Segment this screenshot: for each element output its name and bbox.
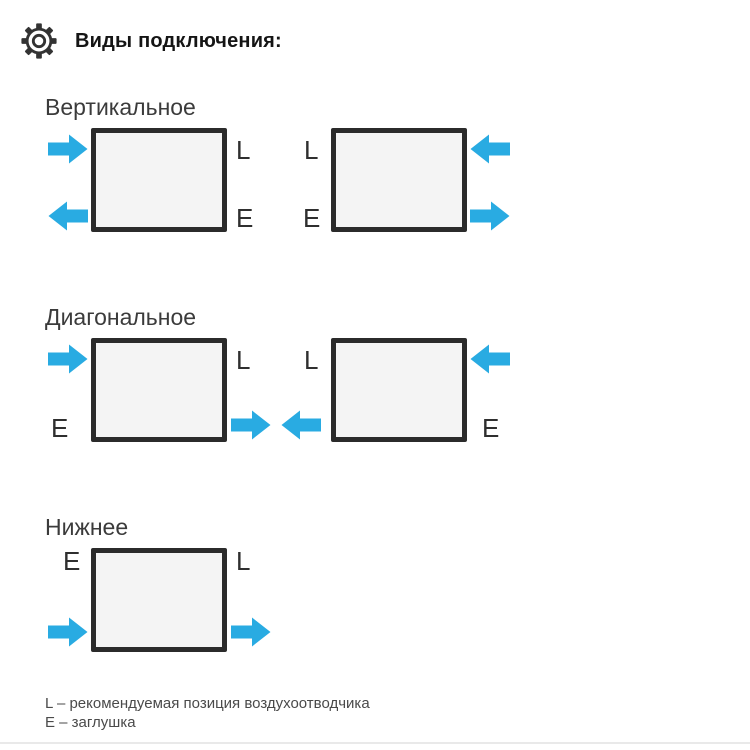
- flow-in-arrow: [470, 134, 510, 164]
- flow-in-arrow: [48, 617, 88, 647]
- gear-icon: [20, 22, 58, 60]
- radiator-box: [331, 128, 467, 232]
- flow-in-arrow: [470, 344, 510, 374]
- label-air-vent: L: [236, 546, 251, 576]
- radiator-box: [91, 338, 227, 442]
- legend-line-plug: E – заглушка: [45, 714, 136, 731]
- label-plug: E: [303, 203, 321, 233]
- section-title-diagonal: Диагональное: [45, 304, 197, 330]
- label-air-vent: L: [236, 345, 251, 375]
- flow-out-arrow: [231, 617, 271, 647]
- label-plug: E: [51, 413, 69, 443]
- label-air-vent: L: [304, 135, 319, 165]
- flow-in-arrow: [48, 134, 88, 164]
- label-plug: E: [63, 546, 81, 576]
- legend: [45, 694, 370, 732]
- bottom-divider: [0, 742, 750, 744]
- radiator-box: [91, 548, 227, 652]
- flow-out-arrow: [231, 410, 271, 440]
- flow-out-arrow: [281, 410, 321, 440]
- label-air-vent: L: [236, 135, 251, 165]
- flow-in-arrow: [48, 344, 88, 374]
- section-title-vertical: Вертикальное: [45, 94, 196, 120]
- flow-out-arrow: [470, 201, 510, 231]
- label-plug: E: [236, 203, 254, 233]
- radiator-box: [331, 338, 467, 442]
- legend-line-air-vent: L – рекомендуемая позиция воздухоотводчика: [45, 695, 370, 712]
- radiator-box: [91, 128, 227, 232]
- label-plug: E: [482, 413, 500, 443]
- flow-out-arrow: [48, 201, 88, 231]
- label-air-vent: L: [304, 345, 319, 375]
- page-title: Виды подключения:: [75, 30, 282, 52]
- section-title-bottom: Нижнее: [45, 514, 129, 540]
